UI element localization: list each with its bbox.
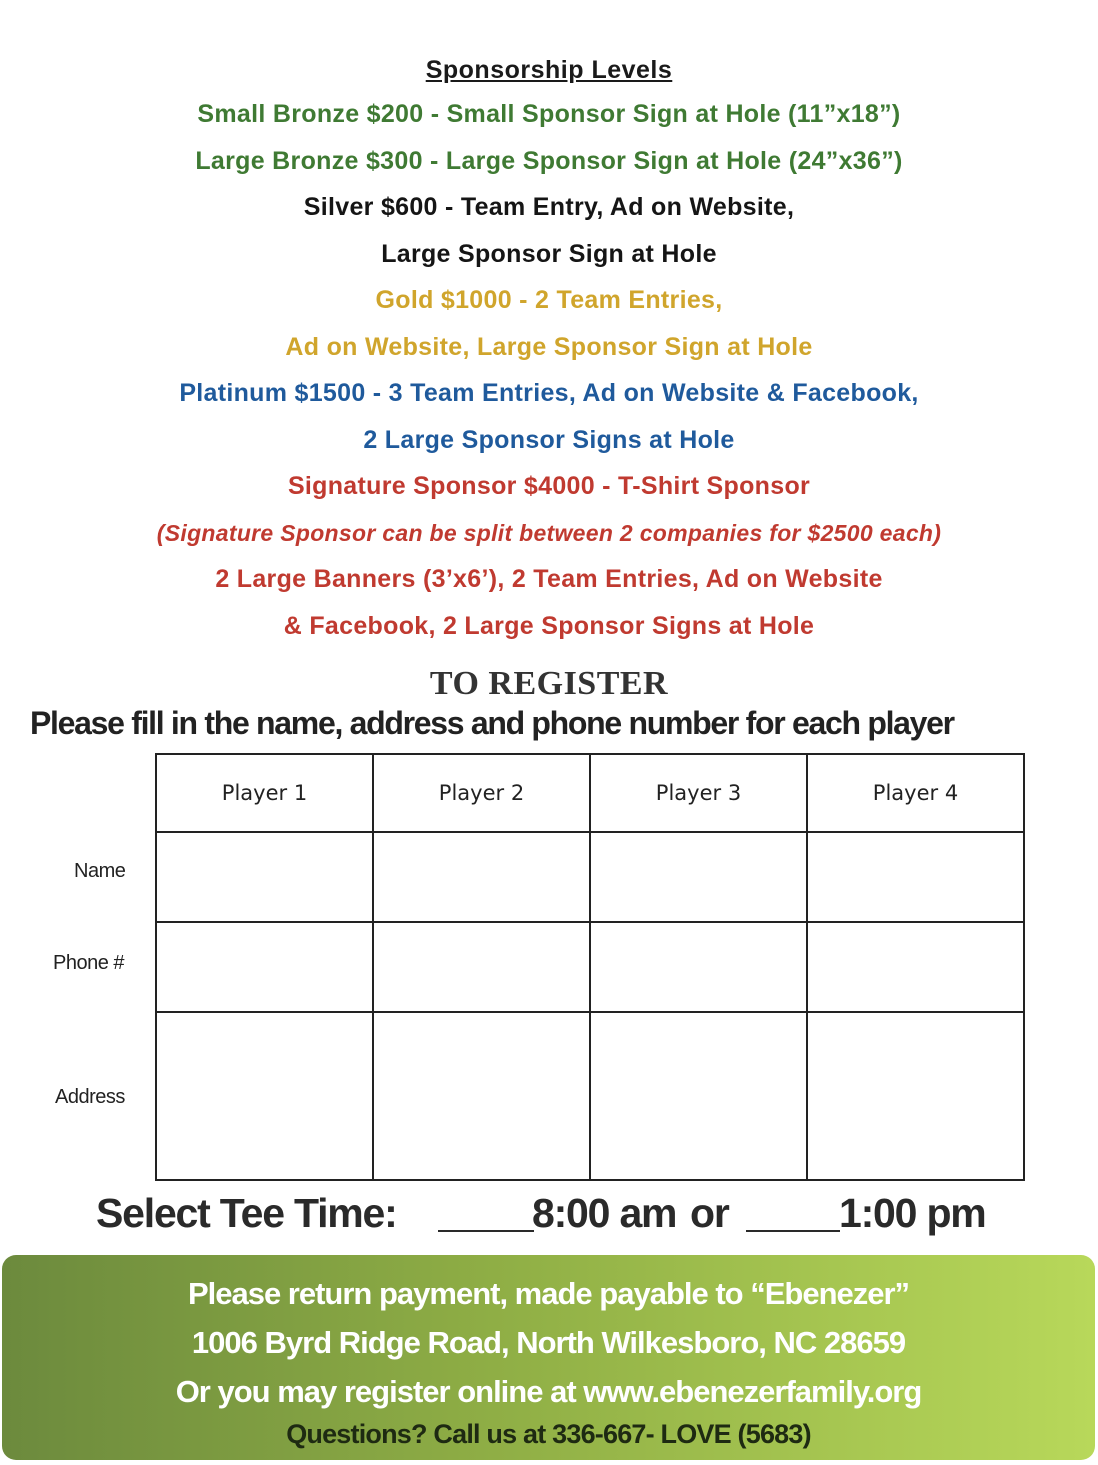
- column-header-player-1: Player 1: [156, 754, 373, 832]
- player-4-address-cell[interactable]: [807, 1012, 1024, 1180]
- player-3-phone-field[interactable]: [591, 923, 806, 1011]
- sponsor-level-platinum-cont: 2 Large Sponsor Signs at Hole: [363, 425, 735, 454]
- sponsor-level-gold-cont: Ad on Website, Large Sponsor Sign at Hole: [285, 332, 813, 361]
- player-3-address-field[interactable]: [591, 1013, 806, 1179]
- tee-time-8am-blank[interactable]: [438, 1190, 534, 1232]
- player-1-name-cell[interactable]: [156, 832, 373, 922]
- sponsor-level-gold: Gold $1000 - 2 Team Entries,: [375, 286, 723, 314]
- sponsorship-section: [0, 56, 1098, 649]
- player-2-phone-cell[interactable]: [373, 922, 590, 1012]
- column-header-player-4: Player 4: [807, 754, 1024, 832]
- sponsor-level-silver-cont: Large Sponsor Sign at Hole: [381, 239, 717, 268]
- column-header-player-3: Player 3: [590, 754, 807, 832]
- payment-footer-banner: [2, 1255, 1095, 1460]
- player-1-phone-field[interactable]: [157, 923, 372, 1011]
- player-4-name-field[interactable]: [808, 833, 1023, 921]
- tee-time-8am-option[interactable]: 8:00 am: [532, 1190, 677, 1236]
- online-registration-text: Or you may register online at www.ebenezerfamily.org: [175, 1374, 922, 1409]
- sponsor-level-signature-cont: 2 Large Banners (3’x6’), 2 Team Entries, Ad on Website: [215, 565, 883, 593]
- player-4-name-cell[interactable]: [807, 832, 1024, 922]
- tee-time-label: Select Tee Time:: [96, 1190, 397, 1236]
- sponsor-level-silver: Silver $600 - Team Entry, Ad on Website,: [303, 193, 795, 221]
- table-row-address: [156, 1012, 1024, 1180]
- player-1-phone-cell[interactable]: [156, 922, 373, 1012]
- player-2-address-cell[interactable]: [373, 1012, 590, 1180]
- sponsor-level-signature-note: (Signature Sponsor can be split between 2 companies for $2500 each): [156, 519, 942, 546]
- player-registration-table: [155, 753, 1025, 1181]
- player-4-address-field[interactable]: [808, 1013, 1023, 1179]
- contact-phone-text: Questions? Call us at 336-667- LOVE (5683): [286, 1419, 811, 1449]
- table-row-name: [156, 832, 1024, 922]
- player-2-name-cell[interactable]: [373, 832, 590, 922]
- row-label-phone: Phone #: [53, 952, 125, 974]
- table-row-phone: [156, 922, 1024, 1012]
- player-3-address-cell[interactable]: [590, 1012, 807, 1180]
- player-1-address-field[interactable]: [157, 1013, 372, 1179]
- mailing-address: 1006 Byrd Ridge Road, North Wilkesboro, NC 28659: [191, 1325, 906, 1360]
- sponsor-level-large-bronze: Large Bronze $300 - Large Sponsor Sign at Hole (24”x36”): [195, 146, 903, 175]
- player-4-phone-field[interactable]: [808, 923, 1023, 1011]
- sponsor-level-signature: Signature Sponsor $4000 - T-Shirt Sponsor: [287, 472, 811, 500]
- sponsor-level-signature-cont-2: & Facebook, 2 Large Sponsor Signs at Hole: [283, 611, 815, 640]
- tee-time-1pm-blank[interactable]: [746, 1190, 840, 1232]
- player-2-phone-field[interactable]: [374, 923, 589, 1011]
- row-label-address: Address: [55, 1086, 125, 1108]
- payment-instructions: Please return payment, made payable to “Ebenezer”: [187, 1276, 910, 1311]
- player-3-name-cell[interactable]: [590, 832, 807, 922]
- register-title: TO REGISTER: [429, 665, 669, 702]
- player-2-address-field[interactable]: [374, 1013, 589, 1179]
- column-header-player-2: Player 2: [373, 754, 590, 832]
- player-4-phone-cell[interactable]: [807, 922, 1024, 1012]
- tee-time-or-text: or: [690, 1190, 729, 1236]
- row-label-name: Name: [74, 860, 126, 882]
- sponsor-level-small-bronze: Small Bronze $200 - Small Sponsor Sign at Hole (11”x18”): [197, 100, 901, 128]
- player-1-name-field[interactable]: [157, 833, 372, 921]
- sponsor-level-platinum: Platinum $1500 - 3 Team Entries, Ad on Website & Facebook,: [179, 379, 919, 407]
- player-1-address-cell[interactable]: [156, 1012, 373, 1180]
- register-instructions: Please fill in the name, address and phone number for each player: [30, 705, 954, 741]
- tee-time-selector: [96, 1190, 1046, 1246]
- player-3-phone-cell[interactable]: [590, 922, 807, 1012]
- table-header-row: [156, 754, 1024, 832]
- player-2-name-field[interactable]: [374, 833, 589, 921]
- sponsorship-title: Sponsorship Levels: [425, 56, 673, 84]
- tee-time-1pm-option[interactable]: 1:00 pm: [839, 1190, 986, 1236]
- player-3-name-field[interactable]: [591, 833, 806, 921]
